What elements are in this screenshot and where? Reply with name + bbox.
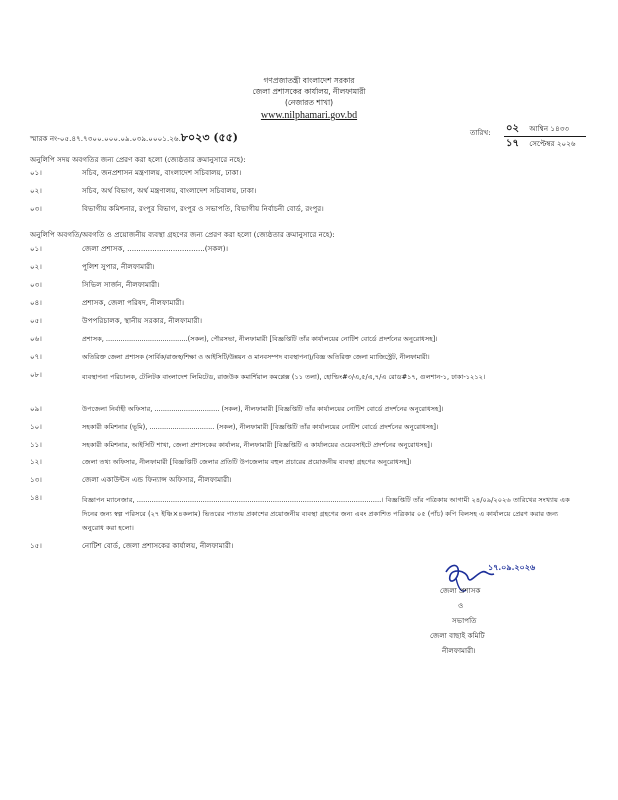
section-name: (নেজারত শাখা) <box>284 98 334 107</box>
section2-item-number: ০৭। <box>30 352 42 361</box>
section2-item-text: উপজেলা নির্বাহী অফিসার, ............................... (সকল), নীলফামারী [বিজ্ঞপ্তিটি তাঁর কার্যালয়ের নোটিশ বোর্ডে প্রদর্শনের অনুরোধসহ]। <box>82 405 444 413</box>
section2-item-text: উপপরিচালক, স্থানীয় সরকার, নীলফামারী। <box>82 316 203 325</box>
date-label: তারিখ: <box>470 128 491 137</box>
section1-item-number: ০৩। <box>30 204 42 213</box>
section2-item-text: নোটিশ বোর্ড, জেলা প্রশাসকের কার্যালয়, নীলফামারী। <box>82 541 234 550</box>
section2-item-text: অতিরিক্ত জেলা প্রশাসক (সার্বিক/রাজস্ব/শিক্ষা ও আইসিটি/উন্নয়ন ও মানবসম্পদ ব্যবস্থাপনা)/বিজ্ঞ অতিরিক্ত জেলা ম্যাজিস্ট্রেট, নীলফামারী। <box>82 353 430 361</box>
section2-item-number: ০১। <box>30 244 42 253</box>
section1-item-text: সচিব, জনপ্রশাসন মন্ত্রণালয়, বাংলাদেশ সচিবালয়, ঢাকা। <box>82 168 242 177</box>
section2-item-number: ০২। <box>30 262 42 271</box>
section2-item-text: প্রশাসক, জেলা পরিষদ, নীলফামারী। <box>82 298 185 307</box>
date-bangla-day: ০২ <box>506 123 520 134</box>
section2-item-number: ০৮। <box>30 370 42 379</box>
section2-item-text: সিভিল সার্জন, নীলফামারী। <box>82 280 160 289</box>
section2-item-number: ০৩। <box>30 280 42 289</box>
section2-item-number: ১১। <box>30 440 42 449</box>
section1-item-text: সচিব, অর্থ বিভাগ, অর্থ মন্ত্রণালয়, বাংলাদেশ সচিবালয়, ঢাকা। <box>82 186 257 195</box>
section2-item-text: বিজ্ঞাপন ম্যানেজার, ...................................................................................................................। বিজ্ঞপ্তিটি তাঁর পত্রিকায় আগামী ২৪/০৯/২০২৬ তারিখের সংখ্যায় এক দিনের জন্য স্বল্প পরিসরে (২৭ ইঞ্চি×৪কলাম) ভিতরের পাতায় প্রকাশের প্রয়োজনীয় ব্যবস্থা গ্রহণের জন্য এবং প্রকাশিত পত্রিকার ০৫ (পাঁচ) কপি বিলসহ এ কার্যালয়ে প্রেরণ করার জন্য অনুরোধ করা হলো। <box>82 496 570 532</box>
signature-date: ১৭.০৯.২০২৬ <box>488 562 536 572</box>
section2-item-text: জেলা একাউন্টস এন্ড ফিন্যান্স অফিসার, নীলফামারী। <box>82 475 232 484</box>
section2-item-number: ১৪। <box>30 493 42 502</box>
memo-reference-handwritten: ৮০২৩ (৫৫) <box>180 131 238 144</box>
section2-item-number: ১০। <box>30 422 42 431</box>
date-bangla <box>506 124 569 134</box>
section2-item-number: ১৩। <box>30 475 42 484</box>
date-english-day: ১৭ <box>506 138 519 149</box>
section1-item-text: বিভাগীয় কমিশনার, রংপুর বিভাগ, রংপুর ও সভাপতি, বিভাগীয় নির্বাচনী বোর্ড, রংপুর। <box>82 204 324 213</box>
memo-reference-prefix: স্মারক নং-০৫.৪৭.৭৩০০.০০০.০৯.০৩৯.০০০১.২৬. <box>30 134 181 143</box>
date-english <box>506 139 576 149</box>
section2-item-number: ০৫। <box>30 316 42 325</box>
date-divider <box>504 136 586 137</box>
section2-item-text: জেলা তথ্য অফিসার, নীলফামারী [বিজ্ঞপ্তিটি জেলার প্রতিটি উপজেলায় বহুল প্রচারের প্রয়োজনীয় ব্যবস্থা গ্রহণের অনুরোধসহ]। <box>82 458 412 466</box>
section2-item-text: সহকারী কমিশনার (ভূমি), ............................... (সকল), নীলফামারী [বিজ্ঞপ্তিটি তাঁর কার্যালয়ের নোটিশ বোর্ডে প্রদর্শনের অনুরোধসহ]। <box>82 423 439 431</box>
section1-item-number: ০২। <box>30 186 42 195</box>
office-name: জেলা প্রশাসকের কার্যালয়, নীলফামারী <box>252 87 366 96</box>
section2-item-number: ০৯। <box>30 404 42 413</box>
section2-item-number: ১২। <box>30 457 42 466</box>
signatory-role: সভাপতি <box>452 616 477 625</box>
date-english-month: সেপ্টেম্বর ২০২৬ <box>529 139 576 148</box>
section2-item-text: জেলা প্রশাসক, ..................................(সকল)। <box>82 244 229 253</box>
date-bangla-month: আশ্বিন ১৪৩৩ <box>529 124 570 133</box>
website-link[interactable]: www.nilphamari.gov.bd <box>260 110 358 121</box>
section2-item-number: ০৪। <box>30 298 42 307</box>
section2-item-text: প্রশাসক, .......................................(সকল), পৌরসভা, নীলফামারী [বিজ্ঞপ্তিটি তাঁর কার্যালয়ের নোটিশ বোর্ডে প্রদর্শনের অনুরোধসহ]। <box>82 335 438 343</box>
signatory-conjunction: ও <box>458 601 464 610</box>
section2-item-text: সহকারী কমিশনার, আইসিটি শাখা, জেলা প্রশাসকের কার্যালয়, নীলফামারী [বিজ্ঞপ্তিটি এ কার্যালয়ের ওয়েবসাইটে প্রদর্শনের অনুরোধসহ]। <box>82 441 433 449</box>
section2-item-text: ব্যবস্থাপনা পরিচালক, টেলিটক বাংলাদেশ লিমিটেড, রাজউক কমার্শিয়াল কমপ্লেক্স (১১ তলা), হোল্ডিং#৩/এ,৫/এ,৭/এ রোড#১৭, গুলশান-১, ঢাকা-১২১২। <box>82 373 486 381</box>
section2-item-number: ০৬। <box>30 334 42 343</box>
govt-name: গণপ্রজাতন্ত্রী বাংলাদেশ সরকার <box>263 76 355 85</box>
signatory-committee: জেলা বাছাই কমিটি <box>430 631 485 640</box>
section1-heading: অনুলিপি সদয় অবগতির জন্য প্রেরণ করা হলো (জ্যেষ্ঠতার ক্রমানুসারে নহে): <box>30 155 246 164</box>
section2-item-text: পুলিশ সুপার, নীলফামারী। <box>82 262 155 271</box>
section2-item-number: ১৫। <box>30 541 42 550</box>
signatory-location: নীলফামারী। <box>442 646 476 655</box>
section1-item-number: ০১। <box>30 168 42 177</box>
signatory-title: জেলা প্রশাসক <box>440 586 481 595</box>
section2-heading: অনুলিপি অবগতি/অবগতি ও প্রয়োজনীয় ব্যবস্থা গ্রহণের জন্য প্রেরণ করা হলো (জ্যেষ্ঠতার ক্রমানুসারে নহে): <box>30 230 335 239</box>
memo-reference <box>30 133 238 144</box>
